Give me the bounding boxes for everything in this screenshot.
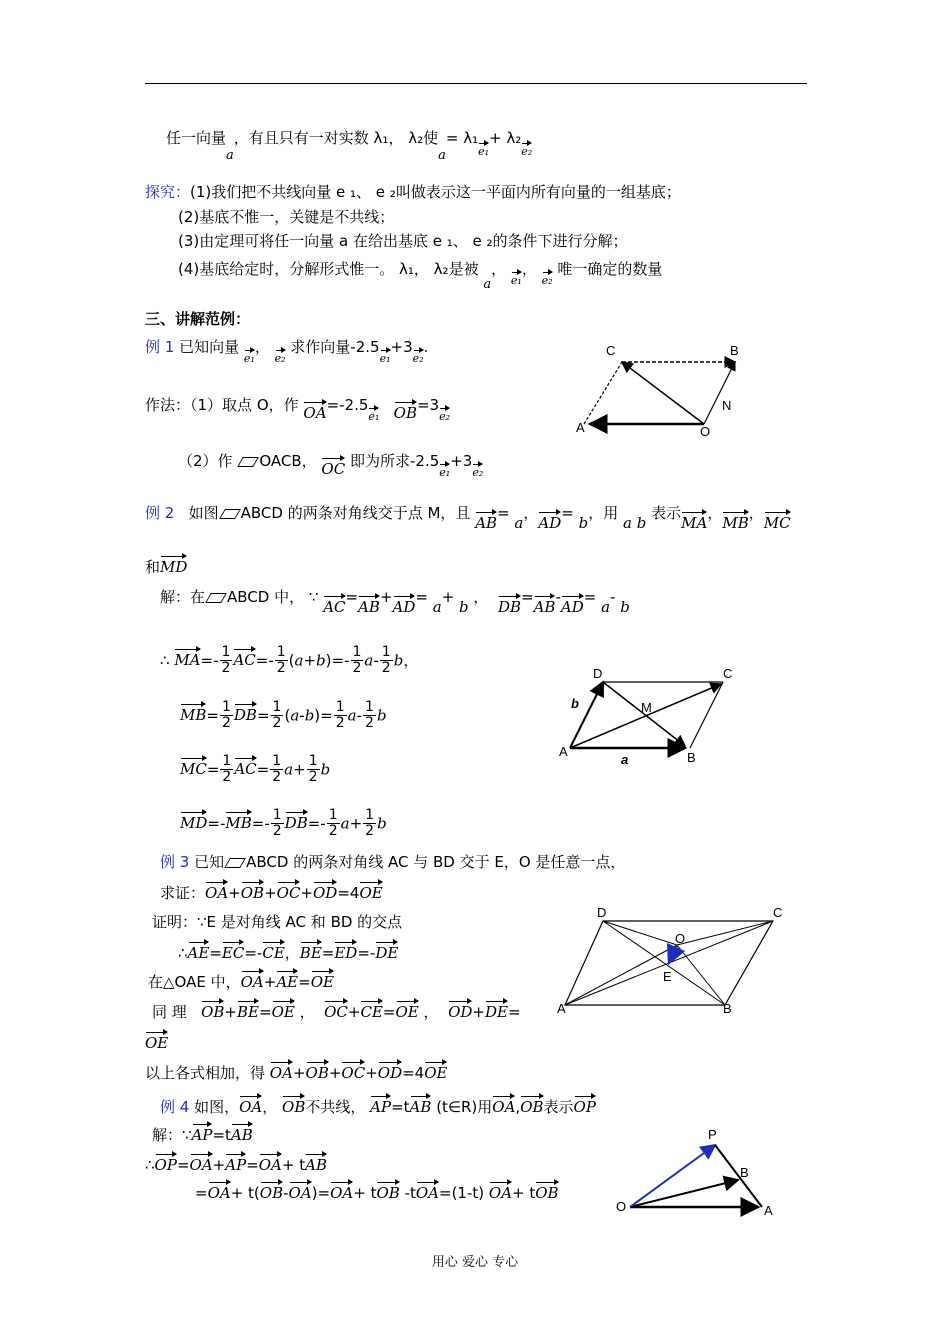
fig2-label-vec-a: a: [621, 752, 629, 767]
ex3-step1: ∴AE=EC=-CE，BE=ED=-DE: [178, 938, 398, 962]
ex3-statement: 例 3 已知 ABCD 的两条对角线 AC 与 BD 交于 E，O 是任意一点，: [160, 853, 626, 871]
fig4-label-o: O: [616, 1199, 627, 1214]
parallelogram-icon: [237, 457, 259, 467]
fig4-label-b: B: [740, 1165, 749, 1180]
section-3-title: 三、讲解范例：: [145, 310, 251, 328]
fig2-label-a: A: [559, 744, 568, 759]
ex2-md: MD=-MB=- $\frac{1}{2}$ DB=- $\frac{1}{2}$ a+ $\frac{1}{2}$ b: [180, 807, 387, 840]
ex3-sum: 以上各式相加，得 OA+OB+OC+OD=4OE: [145, 1058, 447, 1082]
fig1-label-o: O: [700, 424, 711, 439]
ex1-method-1: 作法：（1）取点 O，作 OA=-2.5e₁ OB=3e₂: [145, 396, 451, 423]
parallelogram-icon: [224, 858, 246, 868]
ex2-statement: 例 2 如图 ABCD 的两条对角线交于点 M，且 AB= a，AD= b，用 a b 表示MA，MB，MC: [145, 504, 791, 532]
fig3-label-c: C: [773, 905, 783, 920]
ex2-and: 和MD: [145, 552, 187, 576]
fig3-label-e: E: [663, 969, 672, 984]
ex4-sol-2: ∴OP=OA+AP=OA+ tAB: [145, 1150, 327, 1174]
figure-3: [555, 905, 795, 1020]
ex3-step3-cont: OE: [145, 1028, 168, 1052]
ex3-step2: 在△OAE 中，OA+AE=OE: [148, 967, 334, 991]
header-rule: [145, 83, 807, 84]
parallelogram-icon: [205, 593, 227, 603]
explore-p4: (4)基底给定时，分解形式惟一。 λ₁， λ₂是被 a， e₁， e₂ 唯一确定的数量: [178, 260, 663, 292]
ex3-prove: 求证：OA+OB+OC+OD=4OE: [160, 878, 383, 902]
ex4-sol-1: 解：∵AP=tAB: [152, 1120, 253, 1144]
fig3-label-b: B: [723, 1001, 732, 1016]
theorem-line: 任一向量a，有且只有一对实数 λ₁， λ₂使a= λ₁e₁+ λ₂e₂: [166, 129, 533, 163]
fig3-label-a: A: [557, 1001, 566, 1016]
fig1-label-n: N: [722, 398, 732, 413]
fig4-label-a: A: [764, 1203, 773, 1218]
fig1-label-c: C: [606, 343, 616, 358]
ex2-solution-1: 解：在 ABCD 中， ∵ AC=AB+AD= a+ b ， DB=AB-AD= a- b: [160, 588, 630, 616]
parallelogram-icon: [219, 509, 241, 519]
ex4-statement: 例 4 如图，OA， OB不共线， AP=tAB (t∈R)用OA,OB表示OP: [160, 1092, 596, 1116]
ex3-step3: 同 理 OB+BE=OE ， OC+CE=OE ， OD+DE=: [152, 997, 521, 1021]
fig4-label-p: P: [708, 1127, 717, 1142]
ex1-statement: 例 1 已知向量 e₁， e₂ 求作向量-2.5e₁+3e₂.: [145, 338, 429, 365]
page-footer: 用心 爱心 专心: [431, 1255, 519, 1270]
fig3-label-d: D: [597, 905, 607, 920]
figure-4: [610, 1125, 785, 1220]
figure-1: [570, 340, 750, 440]
figure-2: [555, 660, 745, 770]
explore-p2: (2)基底不惟一，关键是不共线；: [178, 208, 395, 226]
fig1-label-a: A: [576, 420, 585, 435]
ex1-method-2: （2）作 OACB， OC 即为所求-2.5e₁+3e₂: [178, 452, 484, 479]
ex2-mb: MB= $\frac{1}{2}$ DB= $\frac{1}{2}$ (a-b)= $\frac{1}{2}$ a- $\frac{1}{2}$ b: [180, 699, 387, 732]
fig1-label-b: B: [730, 343, 739, 358]
fig2-label-m: M: [641, 700, 652, 715]
fig3-label-o: O: [675, 931, 686, 946]
ex2-mc: MC= $\frac{1}{2}$ AC= $\frac{1}{2}$ a+ $\frac{1}{2}$ b: [180, 753, 331, 786]
explore-p3: (3)由定理可将任一向量 a 在给出基底 e ₁、 e ₂的条件下进行分解；: [178, 232, 628, 250]
fig2-label-d: D: [593, 666, 603, 681]
ex3-proof: 证明：∵E 是对角线 AC 和 BD 的交点: [152, 913, 403, 931]
fig2-label-b: B: [687, 750, 696, 765]
explore-p1: 探究：(1)我们把不共线向量 e ₁、 e ₂叫做表示这一平面内所有向量的一组基底；: [145, 183, 681, 201]
ex4-sol-3: =OA+ t(OB-OA)=OA+ tOB -tOA=(1-t) OA+ tOB: [195, 1178, 559, 1202]
ex2-ma: ∴ MA=- $\frac{1}{2}$ AC=- $\frac{1}{2}$ (a+b)=- $\frac{1}{2}$ a- $\frac{1}{2}$ b，: [160, 644, 419, 677]
fig2-label-vec-b: b: [571, 696, 579, 711]
fig2-label-c: C: [723, 666, 733, 681]
